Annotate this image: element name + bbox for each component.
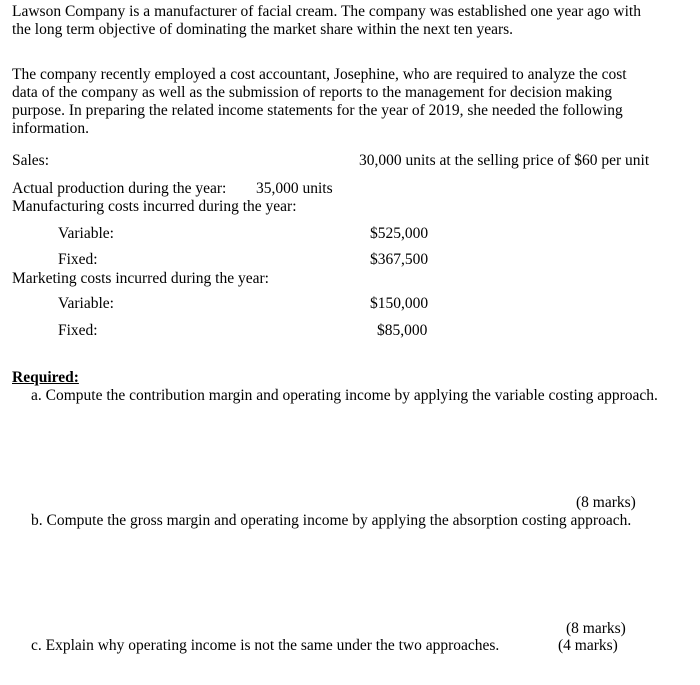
intro-paragraph-2: The company recently employed a cost accountant, Josephine, who are required to analyze the cost data of the company as well as the submission of reports to the management for decision making purpose. In preparing the related income statements for the year of 2019, she needed the following information. bbox=[12, 66, 627, 137]
marketing-costs-label: Marketing costs incurred during the year: bbox=[12, 270, 269, 287]
mkt-variable-label: Variable: bbox=[58, 295, 114, 312]
mfg-variable-label: Variable: bbox=[58, 225, 114, 242]
production-label: Actual production during the year: bbox=[12, 180, 227, 197]
mkt-fixed-value: $85,000 bbox=[377, 322, 428, 339]
sales-value: 30,000 units at the selling price of $60 per unit bbox=[359, 152, 650, 169]
question-a: a. Compute the contribution margin and operating income by applying the variable costing approach. bbox=[31, 387, 658, 404]
mfg-fixed-value: $367,500 bbox=[370, 251, 429, 268]
mkt-fixed-label: Fixed: bbox=[58, 322, 98, 339]
mkt-variable-value: $150,000 bbox=[370, 295, 429, 312]
sales-label: Sales: bbox=[12, 152, 50, 169]
question-a-marks: (8 marks) bbox=[576, 494, 636, 511]
question-b-marks: (8 marks) bbox=[566, 620, 626, 637]
question-c: c. Explain why operating income is not the same under the two approaches. bbox=[31, 637, 500, 654]
intro-paragraph-1: Lawson Company is a manufacturer of facial cream. The company was established one year ago with the long term objective of dominating the market share within the next ten years. bbox=[12, 3, 641, 38]
production-value: 35,000 units bbox=[256, 180, 333, 197]
required-heading: Required: bbox=[12, 369, 79, 386]
question-c-marks: (4 marks) bbox=[558, 637, 618, 654]
mfg-fixed-label: Fixed: bbox=[58, 251, 98, 268]
manufacturing-costs-label: Manufacturing costs incurred during the year: bbox=[12, 198, 297, 215]
mfg-variable-value: $525,000 bbox=[370, 225, 429, 242]
question-b: b. Compute the gross margin and operating income by applying the absorption costing approach. bbox=[31, 512, 632, 529]
